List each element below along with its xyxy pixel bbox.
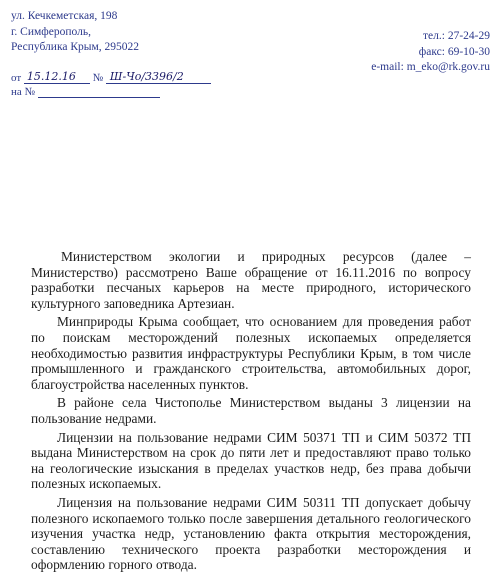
number-field bbox=[106, 70, 211, 84]
address-street: ул. Кечкеметская, 198 bbox=[11, 10, 118, 22]
reference-field bbox=[38, 84, 160, 98]
number-label: № bbox=[92, 72, 104, 84]
date-field bbox=[24, 70, 90, 84]
address-region: Республика Крым, 295022 bbox=[11, 41, 140, 53]
address-city: г. Симферополь, bbox=[11, 25, 91, 38]
paragraph-5: Лицензия на пользование недрами СИМ 50311 ТП допускает добычу полезного ископаемого только после завершения детального геологического изучения участка недр, установлению факта открытия месторождения, составлению технического проекта разработки месторождения и оформлению горного отвода. bbox=[31, 494, 471, 573]
handwritten-number: Ш-Чо/3396/2 bbox=[109, 70, 184, 83]
paragraph-3: В районе села Чистополье Министерством выданы 3 лицензии на пользование недрами. bbox=[31, 395, 471, 426]
contact-phone: тел.: 27-24-29 bbox=[423, 30, 490, 42]
sender-address bbox=[11, 9, 139, 56]
from-label: от bbox=[11, 72, 22, 84]
paragraph-2: Минприроды Крыма сообщает, что основанием для проведения работ по поискам месторождений полезных ископаемых определяется необходимостью развития инфраструктуры Республики Крым, в том числе промышленного и гражданского строительства, автомобильных дорог, благоустройства населенных пунктов. bbox=[31, 314, 471, 392]
to-label: на № bbox=[11, 86, 36, 98]
paragraph-4: Лицензии на пользование недрами СИМ 50371 ТП и СИМ 50372 ТП выдана Министерством на срок до пяти лет и предоставляют право только на геологические изыскания в пределах участков недр, без права добычи полезных ископаемых. bbox=[31, 429, 471, 492]
contact-fax: факс: 69-10-30 bbox=[418, 45, 490, 58]
letter-body bbox=[31, 249, 471, 576]
outgoing-registration bbox=[11, 70, 211, 84]
incoming-reference bbox=[11, 84, 160, 98]
handwritten-date: 15.12.16 bbox=[26, 70, 76, 83]
paragraph-1: Министерством экологии и природных ресурсов (далее – Министерство) рассмотрено Ваше обращение от 16.11.2016 по вопросу разработки песчаных карьеров на месте природного, исторического культурного заповедника Артезиан. bbox=[31, 249, 471, 311]
contact-email: e-mail: m_eko@rk.gov.ru bbox=[371, 61, 490, 73]
sender-contacts bbox=[371, 29, 490, 76]
